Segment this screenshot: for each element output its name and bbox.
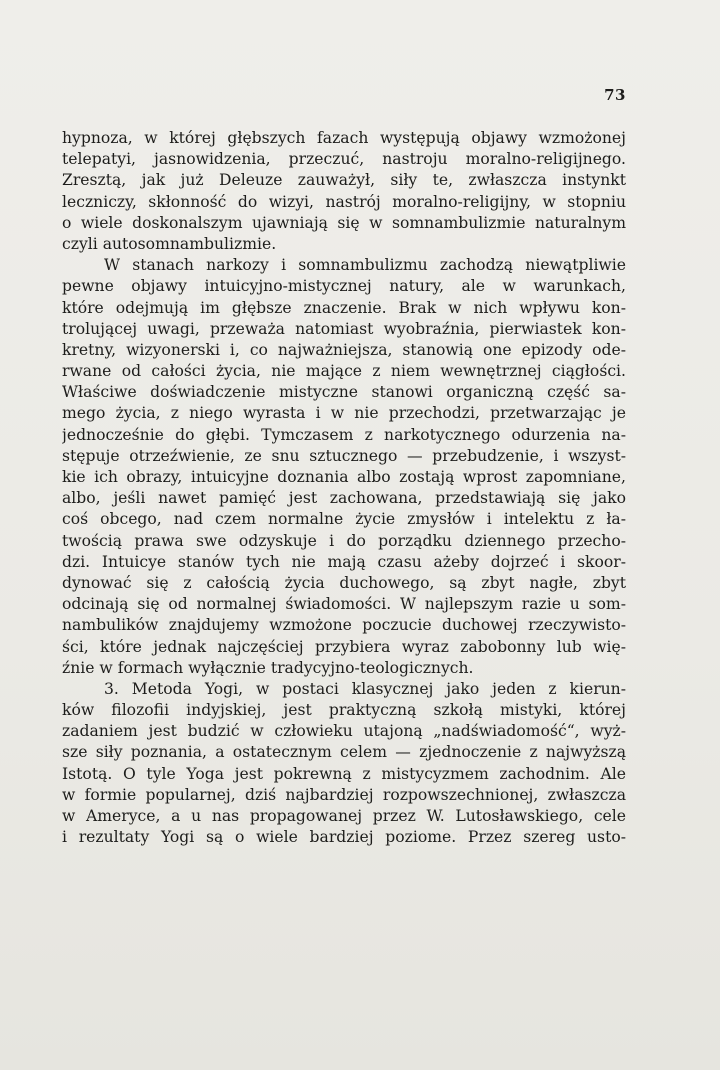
text-line: coś obcego, nad czem normalne życie zmysłów i intelektu z ła- [62,510,626,529]
text-line: Właściwe doświadczenie mistyczne stanowi organiczną część sa- [62,383,626,402]
text-line: pewne objawy intuicyjno-mistycznej natury, ale w warunkach, [62,277,626,296]
paragraph [62,255,626,679]
text-line: źnie w formach wyłącznie tradycyjno-teologicznych. [62,658,474,677]
text-line: rwane od całości życia, nie mające z niem wewnętrznej ciągłości. [62,362,626,381]
text-line: nambulików znajdujemy wzmożone poczucie duchowej rzeczywisto- [62,616,626,635]
text-line: trolującej uwagi, przeważa natomiast wyobraźnia, pierwiastek kon- [62,319,626,338]
page-number: 73 [604,86,626,104]
text-line: leczniczy, skłonność do wizyi, nastrój moralno-religijny, w stopniu [62,192,626,211]
text-line: czyli autosomnambulizmie. [62,234,277,253]
text-line: w formie popularnej, dziś najbardziej rozpowszechnionej, zwłaszcza [62,785,626,804]
text-line: hypnoza, w której głębszych fazach występują objawy wzmożonej [62,129,626,147]
text-line: stępuje otrzeźwienie, ze snu sztucznego — przebudzenie, i wszyst- [62,446,626,465]
text-line: dynować się z całością życia duchowego, są zbyt nagłe, zbyt [62,573,626,592]
text-line: mego życia, z niego wyrasta i w nie przechodzi, przetwarzając je [62,404,626,423]
text-line: odcinają się od normalnej świadomości. W najlepszym razie u som- [62,595,626,614]
text-line: które odejmują im głębsze znaczenie. Brak w nich wpływu kon- [62,298,626,317]
paragraph [62,679,626,849]
text-line: ków filozofii indyjskiej, jest praktyczną szkołą mistyki, której [62,701,626,720]
text-line: dzi. Intuicye stanów tych nie mają czasu ażeby dojrzeć i skoor- [62,552,626,571]
text-line: telepatyi, jasnowidzenia, przeczuć, nastroju moralno-religijnego. [62,150,626,169]
text-line: albo, jeśli nawet pamięć jest zachowana, przedstawiają się jako [62,489,626,508]
text-line: twością prawa swe odzyskuje i do porządku dziennego przecho- [62,531,626,550]
text-line: 3. Metoda Yogi, w postaci klasycznej jako jeden z kierun- [104,679,626,698]
text-line: W stanach narkozy i somnambulizmu zachodzą niewątpliwie [104,256,626,275]
text-line: kretny, wizyonerski i, co najważniejsza, stanowią one epizody ode- [62,340,626,359]
text-line: sze siły poznania, a ostatecznym celem — zjednoczenie z najwyższą [62,743,626,762]
paragraph [62,128,626,255]
text-line: Istotą. O tyle Yoga jest pokrewną z mistycyzmem zachodnim. Ale [62,764,626,783]
text-line: w Ameryce, a u nas propagowanej przez W. Lutosławskiego, cele [62,807,626,825]
text-line: Zresztą, jak już Deleuze zauważył, siły te, zwłaszcza instynkt [62,171,626,190]
text-line: jednocześnie do głębi. Tymczasem z narkotycznego odurzenia na- [62,425,626,444]
text-line: o wiele doskonalszym ujawniają się w somnambulizmie naturalnym [62,213,626,232]
text-line: kie ich obrazy, intuicyjne doznania albo zostają wprost zapomniane, [62,468,626,486]
body-text [62,128,626,848]
text-line: zadaniem jest budzić w człowieku utajoną „nadświadomość“, wyż- [62,722,626,741]
text-line: ści, które jednak najczęściej przybiera wyraz zabobonny lub wię- [62,637,626,656]
text-line: i rezultaty Yogi są o wiele bardziej poziome. Przez szereg usto- [62,828,626,847]
